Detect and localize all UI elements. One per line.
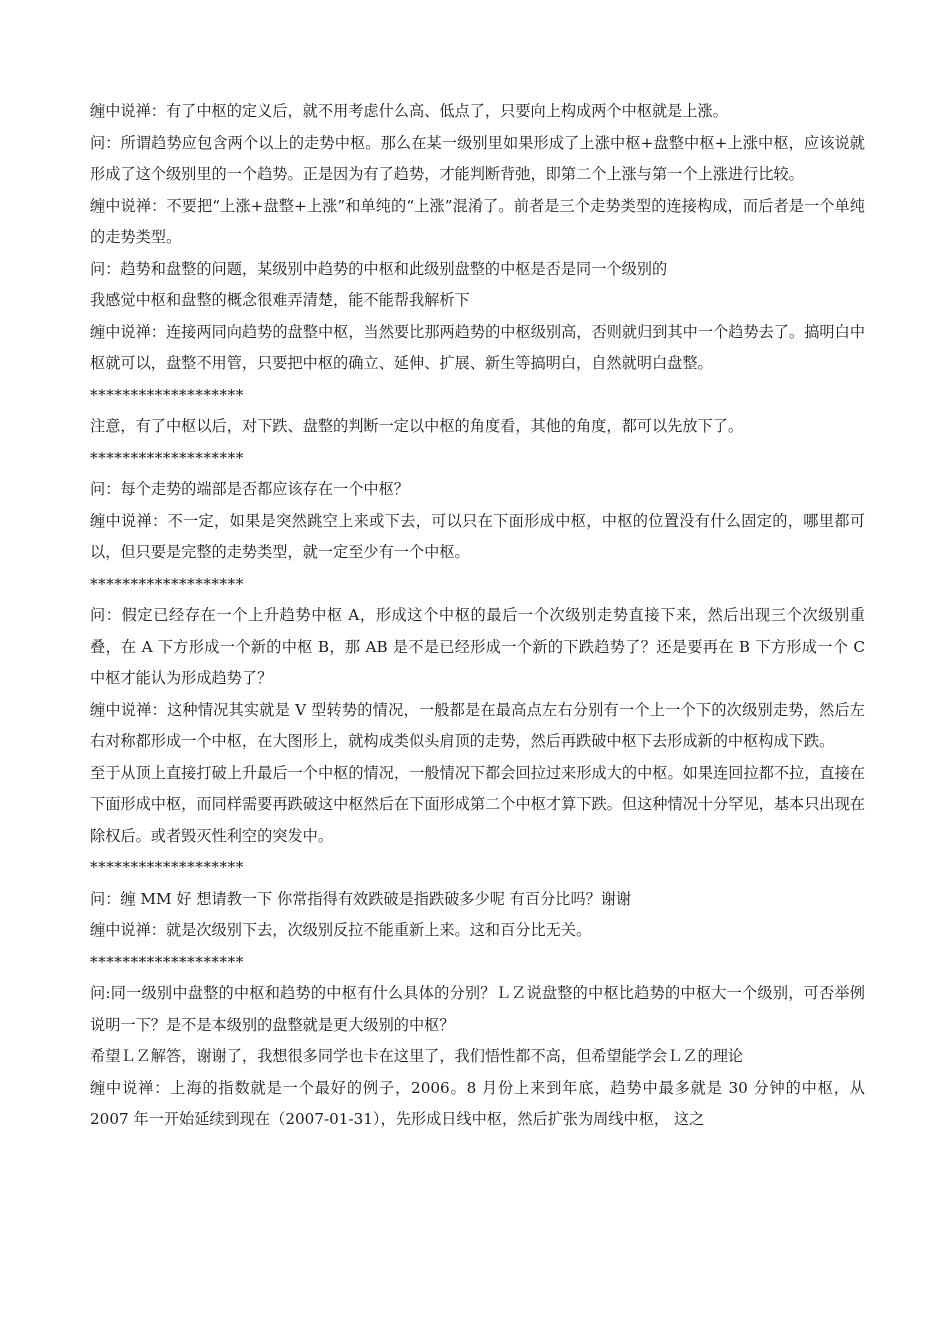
paragraph-answer: 缠中说禅：不要把“上涨+盘整+上涨”和单纯的“上涨”混淆了。前者是三个走势类型的连接构成，而后者是一个单纯的走势类型。	[90, 196, 865, 246]
document-page	[90, 96, 865, 1136]
paragraph-question: 问:同一级别中盘整的中枢和趋势的中枢有什么具体的分别？ＬＺ说盘整的中枢比趋势的中枢大一个级别，可否举例说明一下？是不是本级别的盘整就是更大级别的中枢？	[90, 984, 865, 1034]
separator-line: *******************	[90, 448, 244, 467]
paragraph-question: 问：缠 MM 好 想请教一下 你常指得有效跌破是指跌破多少呢 有百分比吗？谢谢	[90, 889, 632, 908]
paragraph-answer: 缠中说禅：就是次级别下去，次级别反拉不能重新上来。这和百分比无关。	[90, 921, 592, 939]
paragraph-answer: 缠中说禅：这种情况其实就是 V 型转势的情况，一般都是在最高点左右分别有一个上一个下的次级别走势，然后左右对称都形成一个中枢，在大图形上，就构成类似头肩顶的走势，然后再跌破中枢下去形成新的中枢构成下跌。	[90, 700, 865, 750]
paragraph-answer: 至于从顶上直接打破上升最后一个中枢的情况，一般情况下都会回拉过来形成大的中枢。如果连回拉都不拉，直接在下面形成中枢，而同样需要再跌破这中枢然后在下面形成第二个中枢才算下跌。但这种情况十分罕见，基本只出现在除权后。或者毁灭性利空的突发中。	[90, 763, 865, 845]
separator-line: *******************	[90, 385, 244, 404]
paragraph-question: 问：假定已经存在一个上升趋势中枢 A，形成这个中枢的最后一个次级别走势直接下来，然后出现三个次级别重叠，在 A 下方形成一个新的中枢 B，那 AB 是不是已经形成一个新的下跌趋势了？还是要再在 B 下方形成一个 C 中枢才能认为形成趋势了？	[90, 606, 865, 687]
paragraph-question: 问：每个走势的端部是否都应该存在一个中枢？	[90, 480, 409, 498]
paragraph-question: 希望ＬＺ解答，谢谢了，我想很多同学也卡在这里了，我们悟性都不高，但希望能学会ＬＺ的理论	[90, 1047, 744, 1065]
paragraph-answer: 缠中说禅：不一定，如果是突然跳空上来或下去，可以只在下面形成中枢，中枢的位置没有什么固定的，哪里都可以，但只要是完整的走势类型，就一定至少有一个中枢。	[90, 511, 865, 561]
separator-line: *******************	[90, 574, 244, 593]
paragraph-question: 问：所谓趋势应包含两个以上的走势中枢。那么在某一级别里如果形成了上涨中枢+盘整中枢+上涨中枢，应该说就形成了这个级别里的一个趋势。正是因为有了趋势，才能判断背弛，即第二个上涨与第一个上涨进行比较。	[90, 133, 865, 183]
paragraph-question: 我感觉中枢和盘整的概念很难弄清楚，能不能帮我解析下	[90, 291, 470, 309]
separator-line: *******************	[90, 952, 244, 971]
paragraph-note: 注意，有了中枢以后，对下跌、盘整的判断一定以中枢的角度看，其他的角度，都可以先放下了。	[90, 417, 744, 435]
paragraph-answer: 缠中说禅：有了中枢的定义后，就不用考虑什么高、低点了，只要向上构成两个中枢就是上涨。	[90, 102, 728, 120]
paragraph-answer: 缠中说禅：连接两同向趋势的盘整中枢，当然要比那两趋势的中枢级别高，否则就归到其中一个趋势去了。搞明白中枢就可以，盘整不用管，只要把中枢的确立、延伸、扩展、新生等搞明白，自然就明白盘整。	[90, 322, 865, 372]
paragraph-question: 问：趋势和盘整的问题，某级别中趋势的中枢和此级别盘整的中枢是否是同一个级别的	[90, 259, 668, 278]
separator-line: *******************	[90, 858, 244, 876]
paragraph-answer: 缠中说禅：上海的指数就是一个最好的例子，2006。8 月份上来到年底，趋势中最多就是 30 分钟的中枢，从 2007 年一开始延续到现在（2007-01-31），先形成日线中枢，然后扩张为周线中枢， 这之	[90, 1078, 865, 1128]
